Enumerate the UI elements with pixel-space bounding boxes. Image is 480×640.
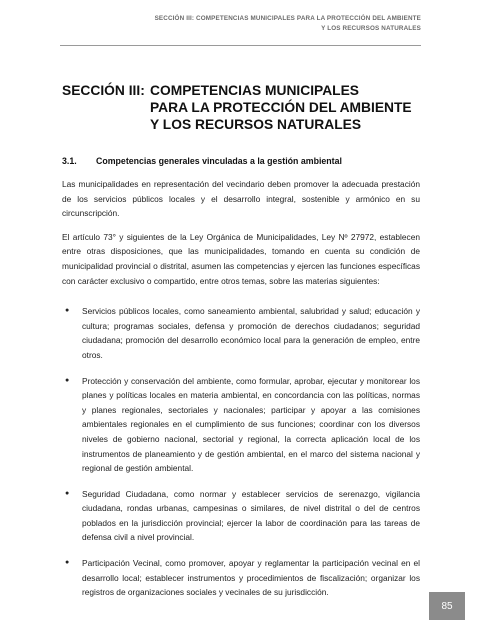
subsection-heading <box>62 156 342 166</box>
subsection-number: 3.1. <box>62 156 77 166</box>
paragraph: Las municipalidades en representación del vecindario deben promover la adecuada prestación de los servicios públicos locales y el desarrollo integral, sostenible y armónico en su circunscripción. <box>62 179 420 219</box>
bullet-icon: ● <box>65 376 70 384</box>
list-item-text: Protección y conservación del ambiente, como formular, aprobar, ejecutar y monitorear los planes y políticas locales en materia ambiental, en concordancia con las políticas, normas y planes regionales, sectoriales y nacionales; participar y apoyar a las comisiones ambientales regionales en el cumplimiento de sus funciones; coordinar con los diversos niveles de gobierno nacional, sectorial y regional, la correcta aplicación local de los instrumentos de planeamiento y de gestión ambiental, en el marco del sistema nacional y regional de gestión ambiental. <box>82 375 420 474</box>
section-title <box>62 82 412 133</box>
running-header <box>155 14 421 34</box>
page-number: 85 <box>441 600 453 612</box>
list-item-text: Participación Vecinal, como promover, apoyar y reglamentar la participación vecinal en el desarrollo local; establecer instrumentos y procedimientos de fiscalización; organizar los registros de organizaciones sociales y vecinales de su jurisdicción. <box>82 558 420 598</box>
header-divider <box>60 45 421 46</box>
page-number-badge <box>429 592 465 620</box>
competencies-list <box>62 304 420 600</box>
subsection-title: Competencias generales vinculadas a la gestión ambiental <box>96 156 342 166</box>
bullet-icon: ● <box>65 489 70 497</box>
running-header-line-2: Y LOS RECURSOS NATURALES <box>321 25 421 32</box>
list-item-text: Servicios públicos locales, como saneamiento ambiental, salubridad y salud; educación y cultura; programas sociales, defensa y promoción de derechos ciudadanos; seguridad ciudadana; promoción del desarrollo económico local para la generación de empleo, entre otros. <box>82 306 420 360</box>
list-item <box>62 374 420 476</box>
section-title-line-2: PARA LA PROTECCIÓN DEL AMBIENTE <box>150 100 412 115</box>
bullet-icon: ● <box>65 307 70 315</box>
bullet-icon: ● <box>65 559 70 567</box>
list-item-text: Seguridad Ciudadana, como normar y establecer servicios de serenazgo, vigilancia ciudadana, rondas urbanas, campesinas o similares, de nivel distrital o del de centros poblados en la jurisdicción provincial; ejercer la labor de coordinación para las tareas de defensa civil a nivel provincial. <box>82 488 420 543</box>
list-item <box>62 487 420 545</box>
body-content <box>62 177 420 611</box>
section-title-line-3: Y LOS RECURSOS NATURALES <box>150 117 362 132</box>
list-item <box>62 304 420 362</box>
running-header-line-1: SECCIÓN III: COMPETENCIAS MUNICIPALES PARA LA PROTECCIÓN DEL AMBIENTE <box>154 15 421 22</box>
paragraph: El artículo 73° y siguientes de la Ley Orgánica de Municipalidades, Ley Nº 27972, establecen entre otras disposiciones, que las municipalidades, tomando en cuenta su condición de municipalidad provincial o distrital, asumen las competencias y ejercen las funciones específicas con carácter exclusivo o compartido, entre otros temas, sobre las materias siguientes: <box>62 231 420 286</box>
section-title-line-1: COMPETENCIAS MUNICIPALES <box>150 83 360 98</box>
list-item <box>62 556 420 600</box>
section-title-prefix: SECCIÓN III: <box>62 83 145 98</box>
